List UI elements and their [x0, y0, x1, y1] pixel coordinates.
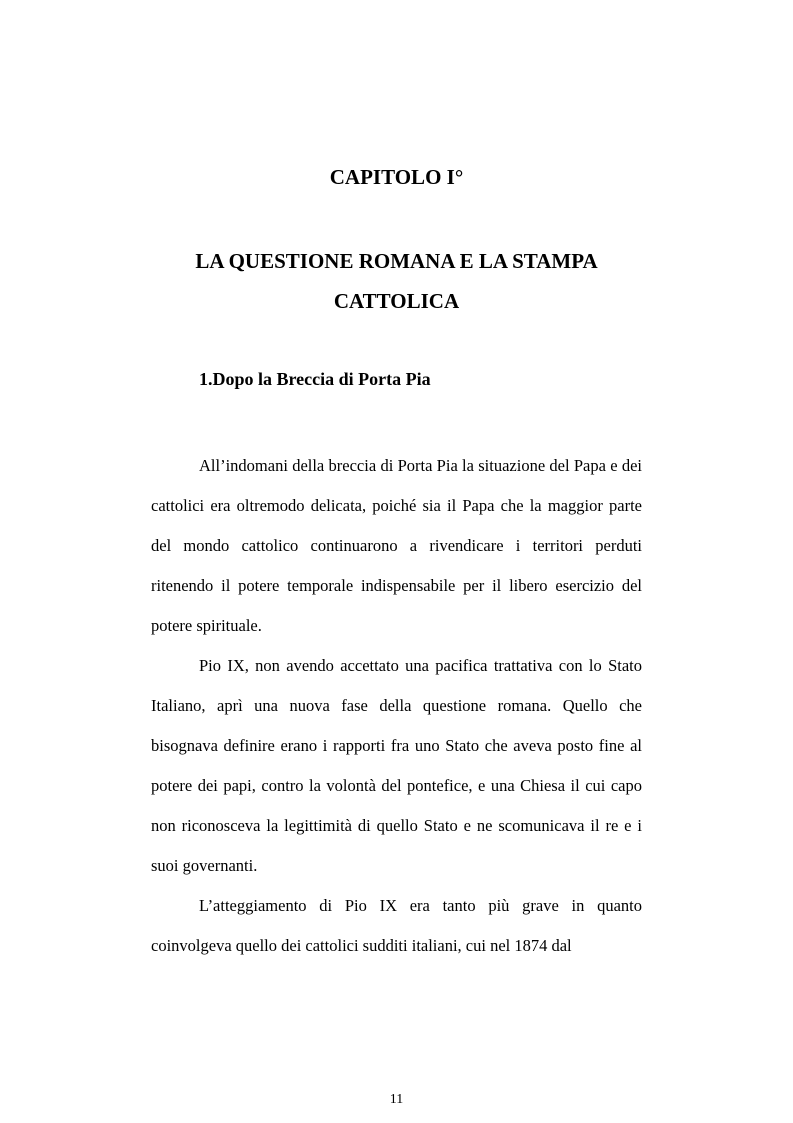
paragraph-1: All’indomani della breccia di Porta Pia la situazione del Papa e dei cattolici era oltremodo delicata, poiché sia il Papa che la maggior parte del mondo cattolico continuarono a rivendicare i territori perduti ritenendo il potere temporale indispensabile per il libero esercizio del potere spirituale.	[151, 456, 642, 635]
paragraph-3: L’atteggiamento di Pio IX era tanto più grave in quanto coinvolgeva quello dei cattolici sudditi italiani, cui nel 1874 dal	[151, 896, 642, 955]
section-heading: 1.Dopo la Breccia di Porta Pia	[199, 369, 431, 389]
chapter-title: CAPITOLO I°	[329, 165, 464, 189]
paragraph-2: Pio IX, non avendo accettato una pacifica trattativa con lo Stato Italiano, aprì una nuova fase della questione romana. Quello che bisognava definire erano i rapporti fra uno Stato che aveva posto fine al potere dei papi, contro la volontà del pontefice, e una Chiesa il cui capo non riconosceva la legittimità di quello Stato e ne scomunicava il re e i suoi governanti.	[151, 656, 642, 875]
page-number: 11	[389, 1092, 404, 1107]
body-text	[151, 446, 642, 966]
chapter-subtitle: LA QUESTIONE ROMANA E LA STAMPA CATTOLICA	[195, 249, 598, 313]
